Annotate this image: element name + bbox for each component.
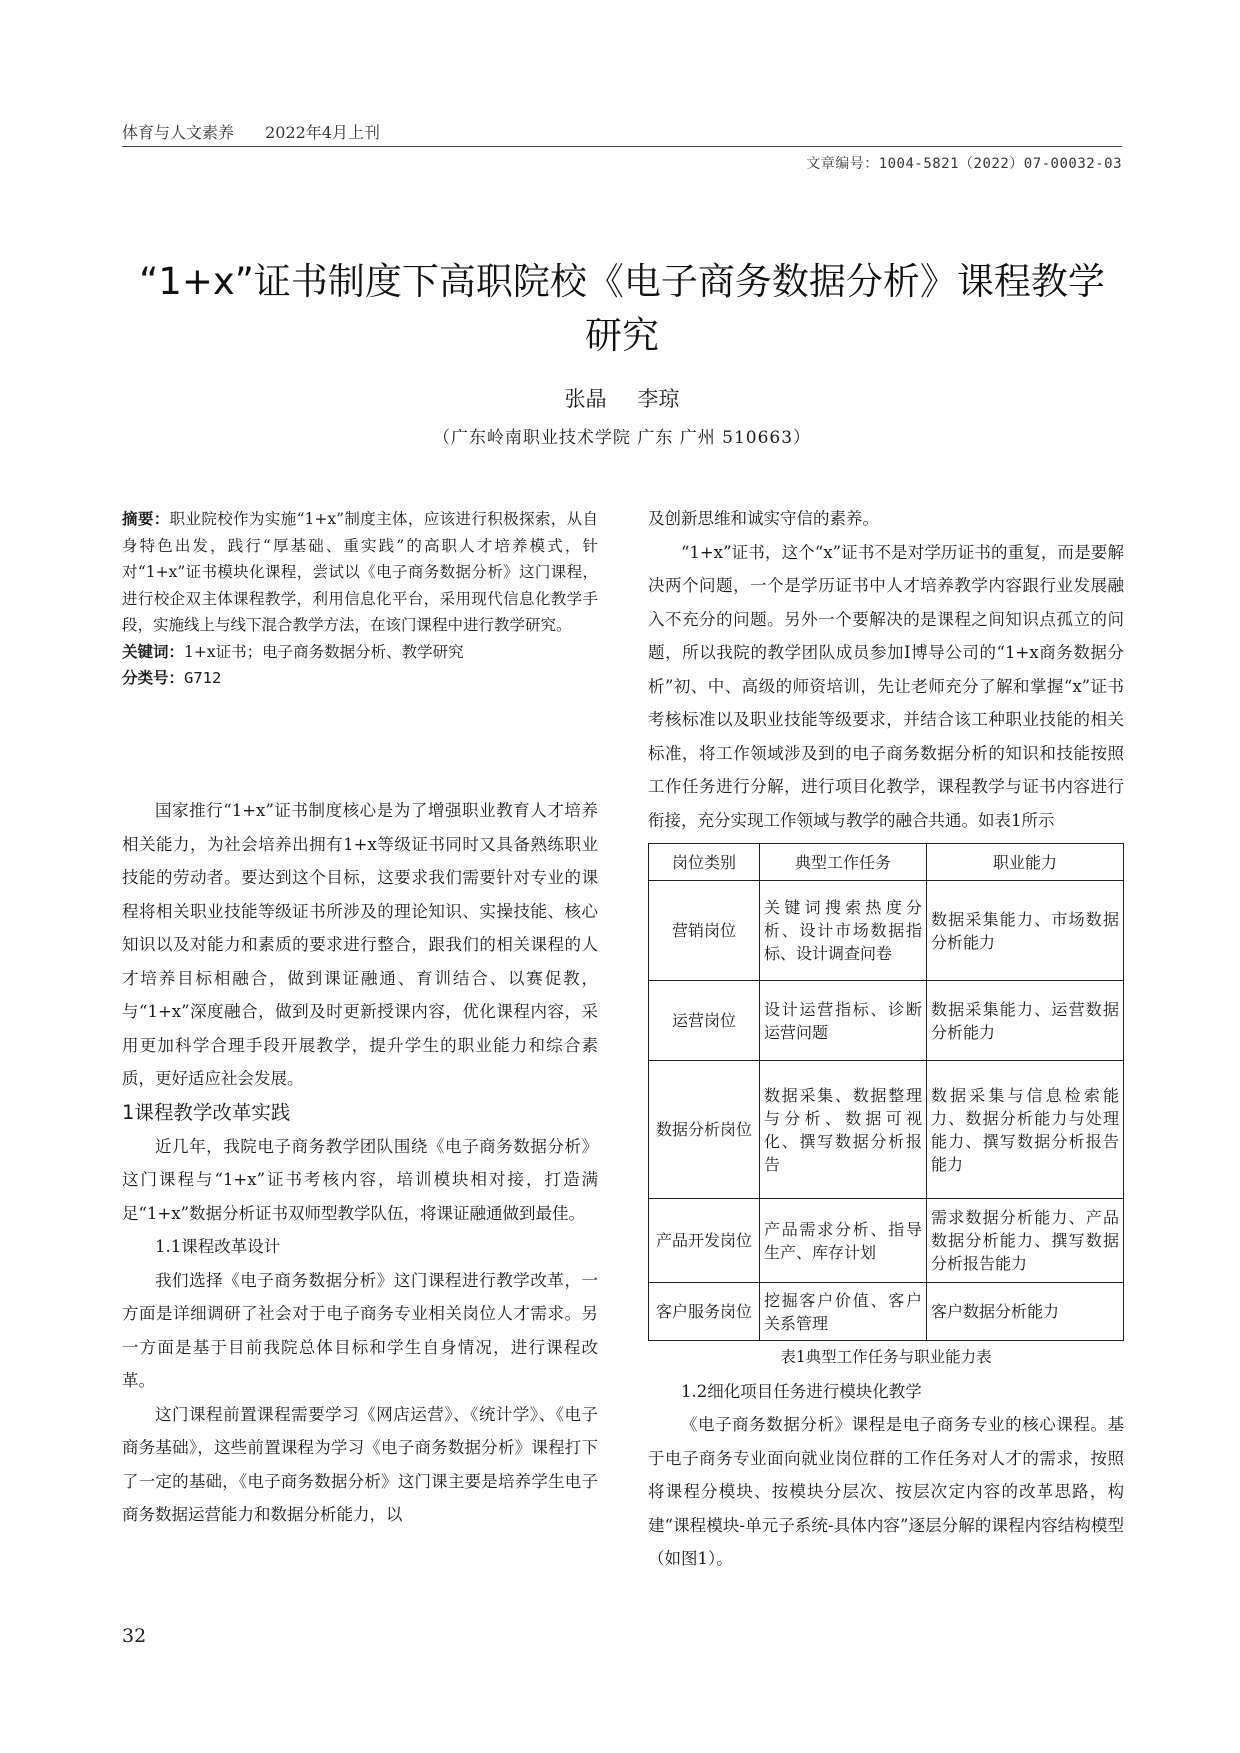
- author-1: 张晶: [564, 387, 607, 411]
- table-row: [649, 881, 1124, 981]
- article-number: 文章编号：1004-5821（2022）07-00032-03: [806, 156, 1122, 172]
- left-column-body: [122, 794, 598, 1532]
- section1-1-paragraph-1: 我们选择《电子商务数据分析》这门课程进行教学改革，一方面是详细调研了社会对于电子商务专业相关岗位人才需求。另一方面是基于目前我院总体目标和学生自身情况，进行课程改革。: [122, 1270, 598, 1390]
- table-header-cell: 岗位类别: [649, 844, 760, 881]
- keywords-text: 1+x证书；电子商务数据分析、教学研究: [184, 642, 464, 661]
- journal-name: 体育与人文素养: [122, 123, 235, 142]
- page-number: 32: [122, 1625, 147, 1647]
- table-caption: 表1典型工作任务与职业能力表: [780, 1348, 992, 1366]
- table-cell: 客户服务岗位: [649, 1283, 760, 1341]
- table-row: [649, 981, 1124, 1061]
- table-cell: 产品需求分析、指导生产、库存计划: [760, 1199, 927, 1283]
- class-label: 分类号：: [122, 669, 185, 687]
- table-cell: 运营岗位: [649, 981, 760, 1061]
- header-rule: [122, 146, 1122, 147]
- journal-issue: 2022年4月上刊: [265, 123, 381, 142]
- author-2: 李琼: [637, 387, 680, 411]
- table-header-row: [649, 844, 1124, 881]
- certificate-paragraph: “1+x”证书，这个“x”证书不是对学历证书的重复，而是要解决两个问题，一个是学历证书中人才培养教学内容跟行业发展融入不充分的问题。另外一个要解决的是课程之间知识点孤立的问题，所以我院的教学团队成员参加I博导公司的“1+x商务数据分析”初、中、高级的师资培训，先让老师充分了解和掌握“x”证书考核标准以及职业技能等级要求，并结合该工种职业技能的相关标准，将工作领域涉及到的电子商务数据分析的知识和技能按照工作任务进行分解，进行项目化教学，课程教学与证书内容进行衔接，充分实现工作领域与教学的融合共通。如表1所示: [648, 542, 1124, 830]
- abstract-text: 职业院校作为实施“1+x”制度主体，应该进行积极探索，从自身特色出发，践行“厚基础、重实践”的高职人才培养模式，针对“1+x”证书模块化课程，尝试以《电子商务数据分析》这门课程，进行校企双主体课程教学，利用信息化平台，采用现代信息化教学手段，实施线上与线下混合教学方法，在该门课程中进行教学研究。: [122, 510, 598, 634]
- section-heading-1: 1课程教学改革实践: [122, 1100, 291, 1124]
- class-number: G712: [184, 669, 222, 687]
- table-cell: 数据采集、数据整理与分析、数据可视化、撰写数据分析报告: [760, 1061, 927, 1199]
- subsection-heading-1-1: 1.1课程改革设计: [155, 1237, 281, 1256]
- abstract-block: [122, 506, 598, 692]
- table-cell: 客户数据分析能力: [927, 1283, 1124, 1341]
- table-header-cell: 职业能力: [927, 844, 1124, 881]
- section1-2-paragraph: 《电子商务数据分析》课程是电子商务专业的核心课程。基于电子商务专业面向就业岗位群的工作任务对人才的需求，按照将课程分模块、按模块分层次、按层次定内容的改革思路，构建“课程模块-单元子系统-具体内容”逐层分解的课程内容结构模型（如图1）。: [648, 1415, 1124, 1568]
- subsection-heading-1-2: 1.2细化项目任务进行模块化教学: [681, 1381, 922, 1401]
- table-cell: 数据分析岗位: [649, 1061, 760, 1199]
- table-cell: 数据采集能力、运营数据分析能力: [927, 981, 1124, 1061]
- affiliation: （广东岭南职业技术学院 广东 广州 510663）: [432, 428, 812, 448]
- journal-header: [122, 120, 406, 143]
- table-cell: 营销岗位: [649, 881, 760, 981]
- right-column-body: [648, 502, 1124, 1576]
- continued-paragraph: 及创新思维和诚实守信的素养。: [648, 509, 879, 528]
- table-row: [649, 1199, 1124, 1283]
- table-cell: 数据采集与信息检索能力、数据分析能力与处理能力、撰写数据分析报告能力: [927, 1061, 1124, 1199]
- table-cell: 挖掘客户价值、客户关系管理: [760, 1283, 927, 1341]
- roles-table: [648, 843, 1124, 1341]
- table-header-cell: 典型工作任务: [760, 844, 927, 881]
- table-cell: 设计运营指标、诊断运营问题: [760, 981, 927, 1061]
- authors: [122, 383, 1122, 413]
- table-cell: 产品开发岗位: [649, 1199, 760, 1283]
- table-cell: 数据采集能力、市场数据分析能力: [927, 881, 1124, 981]
- section1-paragraph: 近几年，我院电子商务教学团队围绕《电子商务数据分析》这门课程与“1+x”证书考核内容，培训模块相对接，打造满足“1+x”数据分析证书双师型教学队伍，将课证融通做到最佳。: [122, 1136, 598, 1223]
- table-row: [649, 1061, 1124, 1199]
- abstract-label: 摘要：: [122, 510, 170, 528]
- intro-paragraph: 国家推行“1+x”证书制度核心是为了增强职业教育人才培养相关能力，为社会培养出拥有1+x等级证书同时又具备熟练职业技能的劳动者。要达到这个目标，这要求我们需要针对专业的课程将相关职业技能等级证书所涉及的理论知识、实操技能、核心知识以及对能力和素质的要求进行整合，跟我们的相关课程的人才培养目标相融合，做到课证融通、育训结合、以赛促教，与“1+x”深度融合，做到及时更新授课内容，优化课程内容，采用更加科学合理手段开展教学，提升学生的职业能力和综合素质，更好适应社会发展。: [122, 801, 598, 1088]
- table-row: [649, 1283, 1124, 1341]
- paper-title: “1+x”证书制度下高职院校《电子商务数据分析》课程教学研究: [139, 260, 1105, 357]
- table-cell: 关键词搜索热度分析、设计市场数据指标、设计调查问卷: [760, 881, 927, 981]
- section1-1-paragraph-2: 这门课程前置课程需要学习《网店运营》、《统计学》、《电子商务基础》，这些前置课程为学习《电子商务数据分析》课程打下了一定的基础，《电子商务数据分析》这门课主要是培养学生电子商务数据运营能力和数据分析能力，以: [122, 1404, 598, 1524]
- table-cell: 需求数据分析能力、产品数据分析能力、撰写数据分析报告能力: [927, 1199, 1124, 1283]
- keywords-label: 关键词：: [122, 642, 185, 661]
